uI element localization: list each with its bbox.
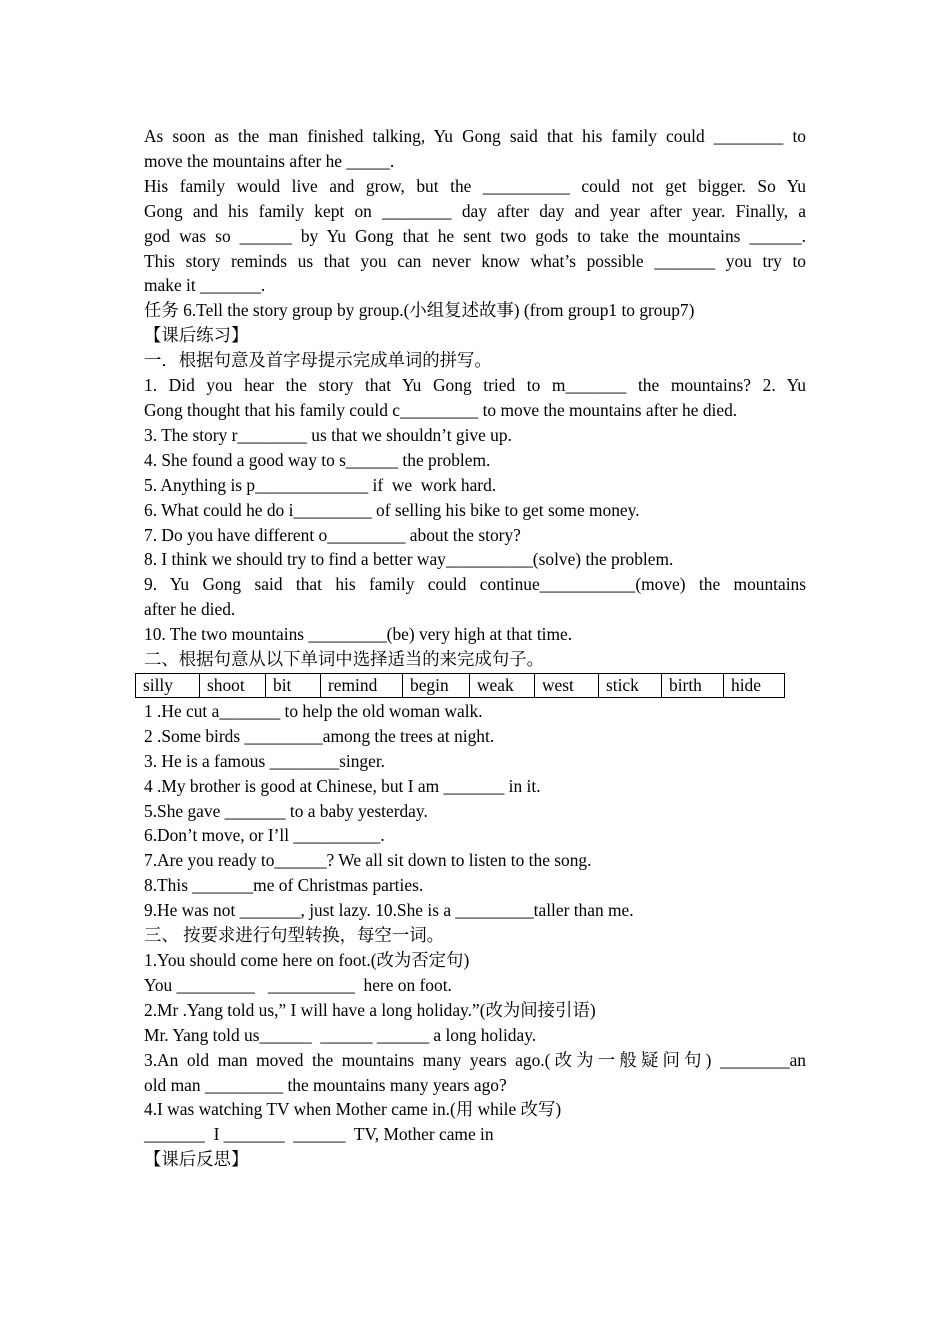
word-bank-cell: weak	[470, 673, 535, 697]
exercise-line: 6.Don’t move, or I’ll __________.	[144, 825, 385, 846]
exercise-line: You _________ __________ here on foot.	[144, 974, 452, 995]
exercise-line: Gong thought that his family could c_________ to move the mountains after he died.	[144, 399, 738, 420]
exercise-line: 7. Do you have different o_________ about the story?	[144, 524, 521, 545]
exercise-line: 4. She found a good way to s______ the problem.	[144, 449, 491, 470]
exercise-line: old man _________ the mountains many years ago?	[144, 1074, 507, 1095]
story-line: make it _______.	[144, 275, 266, 296]
exercise-line: 2 .Some birds _________among the trees at night.	[144, 725, 495, 746]
exercise-line: 4 .My brother is good at Chinese, but I am _______ in it.	[144, 775, 541, 796]
exercise-line: 1. Did you hear the story that Yu Gong tried to m_______ the mountains? 2. Yu	[144, 375, 806, 396]
exercise-line: 8. I think we should try to find a better way__________(solve) the problem.	[144, 549, 674, 570]
exercise-line: 7.Are you ready to______? We all sit down to listen to the song.	[144, 850, 592, 871]
story-line: This story reminds us that you can never know what’s possible _______ you try to	[144, 250, 806, 271]
after-class-title: 【课后练习】	[144, 325, 249, 346]
part2-title: 二、根据句意从以下单词中选择适当的来完成句子。	[144, 649, 544, 670]
word-bank-cell: west	[535, 673, 599, 697]
exercise-line: 10. The two mountains _________(be) very high at that time.	[144, 624, 573, 645]
exercise-line: 3. The story r________ us that we shouldn’t give up.	[144, 424, 512, 445]
exercise-line: 5.She gave _______ to a baby yesterday.	[144, 800, 428, 821]
exercise-line: 3. He is a famous ________singer.	[144, 750, 386, 771]
exercise-line: 9.He was not _______, just lazy. 10.She is a _________taller than me.	[144, 900, 634, 921]
word-bank-cell: birth	[662, 673, 724, 697]
exercise-line: _______ I _______ ______ TV, Mother came in	[144, 1124, 494, 1145]
word-bank-cell: shoot	[200, 673, 266, 697]
exercise-line: after he died.	[144, 599, 236, 620]
exercise-line: 3.An old man moved the mountains many years ago.(改为一般疑问句) ________an	[144, 1049, 806, 1070]
part1-title: 一．根据句意及首字母提示完成单词的拼写。	[144, 350, 492, 371]
exercise-line: 1.You should come here on foot.(改为否定句)	[144, 950, 470, 970]
exercise-line: 6. What could he do i_________ of selling his bike to get some money.	[144, 499, 640, 520]
exercise-line: 9. Yu Gong said that his family could continue___________(move) the mountains	[144, 574, 806, 595]
word-bank-cell: silly	[136, 673, 200, 697]
worksheet-page	[144, 124, 806, 1172]
task6-heading: 任务 6.Tell the story group by group.(小组复述故事) (from group1 to group7)	[144, 300, 695, 321]
story-line: move the mountains after he _____.	[144, 150, 395, 171]
story-line: His family would live and grow, but the __________ could not get bigger. So Yu	[144, 175, 806, 196]
exercise-line: 4.I was watching TV when Mother came in.(用 while 改写)	[144, 1099, 562, 1120]
exercise-line: 1 .He cut a_______ to help the old woman walk.	[144, 700, 483, 721]
exercise-line: 5. Anything is p_____________ if we work hard.	[144, 474, 497, 495]
exercise-line: 2.Mr .Yang told us,” I will have a long holiday.”(改为间接引语)	[144, 999, 596, 1020]
part3-title: 三、 按要求进行句型转换，每空一词。	[144, 925, 444, 946]
story-line: god was so ______ by Yu Gong that he sent two gods to take the mountains ______.	[144, 225, 806, 246]
reflection-title: 【课后反思】	[144, 1149, 249, 1170]
word-bank-cell: stick	[599, 673, 662, 697]
story-line: Gong and his family kept on ________ day after day and year after year. Finally, a	[144, 200, 806, 221]
word-bank-cell: remind	[321, 673, 403, 697]
word-bank-cell: hide	[724, 673, 785, 697]
exercise-line: Mr. Yang told us______ ______ ______ a long holiday.	[144, 1024, 537, 1045]
word-bank-cell: begin	[403, 673, 470, 697]
word-bank-cell: bit	[266, 673, 321, 697]
exercise-line: 8.This _______me of Christmas parties.	[144, 875, 424, 896]
word-bank-table	[135, 673, 785, 698]
story-line: As soon as the man finished talking, Yu Gong said that his family could ________ to	[144, 126, 806, 146]
